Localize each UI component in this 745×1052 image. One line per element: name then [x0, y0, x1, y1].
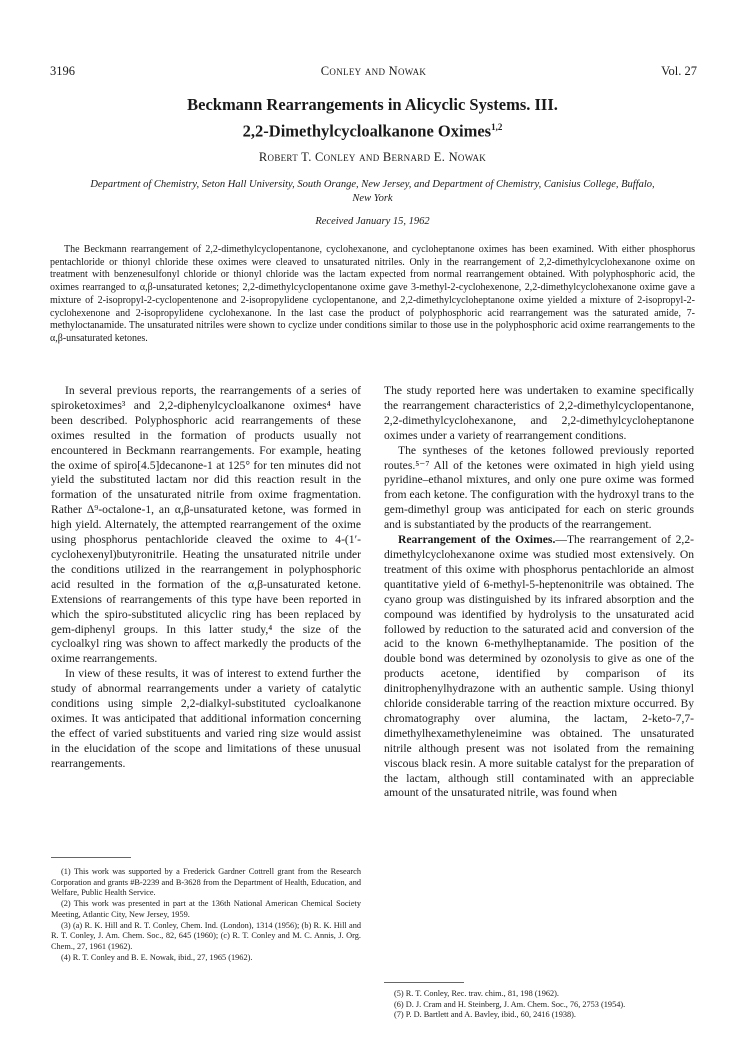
left-column	[51, 384, 361, 772]
synthesis-paragraph: The syntheses of the ketones followed previously reported routes.⁵⁻⁷ All of the ketones were oximated in high yield using pyridine–ethanol mixtures, and only one pure oxime was formed from each ketone. The configuration with the hydroxyl trans to the gem-dimethyl group was anticipated for each on steric grounds and is substantiated by the products of the rearrangement.	[384, 443, 694, 532]
article-title	[60, 94, 685, 143]
abstract	[50, 244, 695, 346]
volume-label: Vol. 27	[661, 64, 697, 78]
title-line-2-text: 2,2-Dimethylcycloalkanone Oximes	[242, 121, 492, 141]
footnote-1: (1) This work was supported by a Frederick Gardner Cottrell grant from the Research Corporation and grants #B-2239 and B-3628 from the Department of Health, Education, and Welfare, Public Health Service.	[51, 867, 361, 898]
footnote-6: (6) D. J. Cram and H. Steinberg, J. Am. Chem. Soc., 76, 2753 (1954).	[394, 999, 626, 1009]
intro-paragraph-2: In view of these results, it was of interest to extend further the study of abnormal rearrangements under a variety of catalytic conditions using simple 2,2-dialkyl-substituted cycloalkanone oximes. It was anticipated that additional information concerning the effect of varied substituents and varied ring size would assist in the elucidation of the scope and limitations of these unusual rearrangements.	[51, 667, 361, 770]
intro-paragraph-1: In several previous reports, the rearrangements of a series of spiroketoximes³ and 2,2-diphenylcycloalkanone oximes⁴ have been described. Polyphosphoric acid rearrangements of these oximes resulted in the formation of products usually not encountered in Beckmann rearrangements. For example, heating the oxime of spiro[4.5]decanone-1 at 125° for ten minutes did not yield the substituted lactam nor did this reaction result in the formation of the unsaturated nitrile from oxime fragmentation. Rather Δ⁹-octalone-1, an α,β-unsaturated ketone, was formed in high yield. Alternately, the attempted rearrangement of the oxime using phosphorus pentachloride cleaved the oxime to 4-(1′-cyclohexenyl)butyronitrile. Heating the unsaturated nitrile under the conditions utilized in the rearrangement in polyphosphoric acid resulted in the formation of the α,β-unsaturated ketone. Extensions of rearrangements of this type have been reported in which the spiro-substituted alicyclic ring has been replaced by gem-diphenyl groups. In this latter study,⁴ the size of the cycloalkyl ring was shown to affect markedly the products of the oxime rearrangements.	[51, 384, 361, 666]
rearrangement-text: —The rearrangement of 2,2-dimethylcyclohexanone oxime was studied most extensively. On treatment of this oxime with phosphorus pentachloride an almost quantitative yield of 6-methyl-5-heptenonitrile was obtained. The cyano group was distinguished by its infrared absorption and the compound was identified by hydrolysis to the unsaturated acid followed by reduction to the saturated acid and conversion of the acid to the known 6-methylheptanamide. The position of the double bond was determined by ozonolysis to give as one of the products acetone, identified by comparison of its dinitrophenylhydrazone with an authentic sample. Using thionyl chloride considerable tarring of the reaction mixture occurred. By chromatography over alumina, the lactam, 2-keto-7,7-dimethylhexamethyleneimine was obtained. The unsaturated nitrile although present was not isolated from the remaining viscous black resin. A more suitable catalyst for the preparation of the lactam, although still contaminated with an appreciable amount of the unsaturated nitrile, was found when	[384, 533, 694, 800]
rearrangement-paragraph	[384, 533, 694, 801]
running-title: Conley and Nowak	[320, 64, 427, 78]
title-line-2	[60, 116, 685, 143]
running-header	[50, 64, 697, 80]
title-footnote-marks: 1,2	[491, 122, 503, 132]
page-number: 3196	[50, 64, 75, 78]
footnote-rule-right	[384, 982, 464, 983]
right-column	[384, 384, 694, 801]
received-date: Received January 15, 1962	[315, 216, 430, 227]
study-paragraph: The study reported here was undertaken to examine specifically the rearrangement characteristics of 2,2-dimethylcyclopentanone, 2,2-dimethylcyclohexanone, and 2,2-dimethylcycloheptanone oximes under a variety of rearrangement conditions.	[384, 384, 694, 442]
footnotes-left	[51, 867, 361, 963]
authors: Robert T. Conley and Bernard E. Nowak	[258, 150, 487, 164]
affiliation: Department of Chemistry, Seton Hall University, South Orange, New Jersey, and Department of Chemistry, Canisius College, Buffalo, New York	[90, 179, 655, 204]
footnotes-right	[384, 989, 694, 1021]
section-heading: Rearrangement of the Oximes.	[398, 533, 556, 547]
title-line-1: Beckmann Rearrangements in Alicyclic Systems. III.	[187, 95, 558, 114]
footnote-2: (2) This work was presented in part at the 136th National American Chemical Society Meeting, Atlantic City, New Jersey, 1959.	[51, 899, 361, 919]
footnote-3: (3) (a) R. K. Hill and R. T. Conley, Chem. Ind. (London), 1314 (1956); (b) R. K. Hill and R. T. Conley, J. Am. Chem. Soc., 82, 645 (1960); (c) R. T. Conley and M. C. Annis, J. Org. Chem., 27, 1961 (1962).	[51, 920, 361, 951]
footnote-rule-left	[51, 857, 131, 858]
footnote-4: (4) R. T. Conley and B. E. Nowak, ibid., 27, 1965 (1962).	[61, 952, 253, 962]
footnote-7: (7) P. D. Bartlett and A. Bavley, ibid., 60, 2416 (1938).	[394, 1010, 576, 1020]
abstract-text: The Beckmann rearrangement of 2,2-dimethylcyclopentanone, cyclohexanone, and cycloheptanone oximes has been examined. With either phosphorus pentachloride or thionyl chloride these oximes were cleaved to unsaturated nitriles. Only in the rearrangement of 2,2-dimethylcyclohexanone oxime on treatment with benzenesulfonyl chloride or thionyl chloride was the lactam expected from normal rearrangement obtained. With polyphosphoric acid, the oximes rearranged to α,β-unsaturated ketones; 2,2-dimethylcyclopentanone oxime gave 3-methyl-2-cyclohexenone, 2,2-dimethylcyclohexanone oxime gave a mixture of 2-isopropyl-2-cyclopentenone and 2-isopropylidene cyclopentanone, and 2,2-dimethylcycloheptanone oxime yielded a mixture of 2-isopropyl-2-cyclohexenone and 2-isopropylidene cyclohexanone. In the last case the product of polyphosphoric acid rearrangement was the saturated amide, 7-methyloctanamide. The unsaturated nitriles were shown to cyclize under conditions similar to those use in the polyphosphoric acid oxime rearrangements to the α,β-unsaturated ketones.	[50, 244, 695, 344]
footnote-5: (5) R. T. Conley, Rec. trav. chim., 81, 198 (1962).	[394, 989, 559, 998]
